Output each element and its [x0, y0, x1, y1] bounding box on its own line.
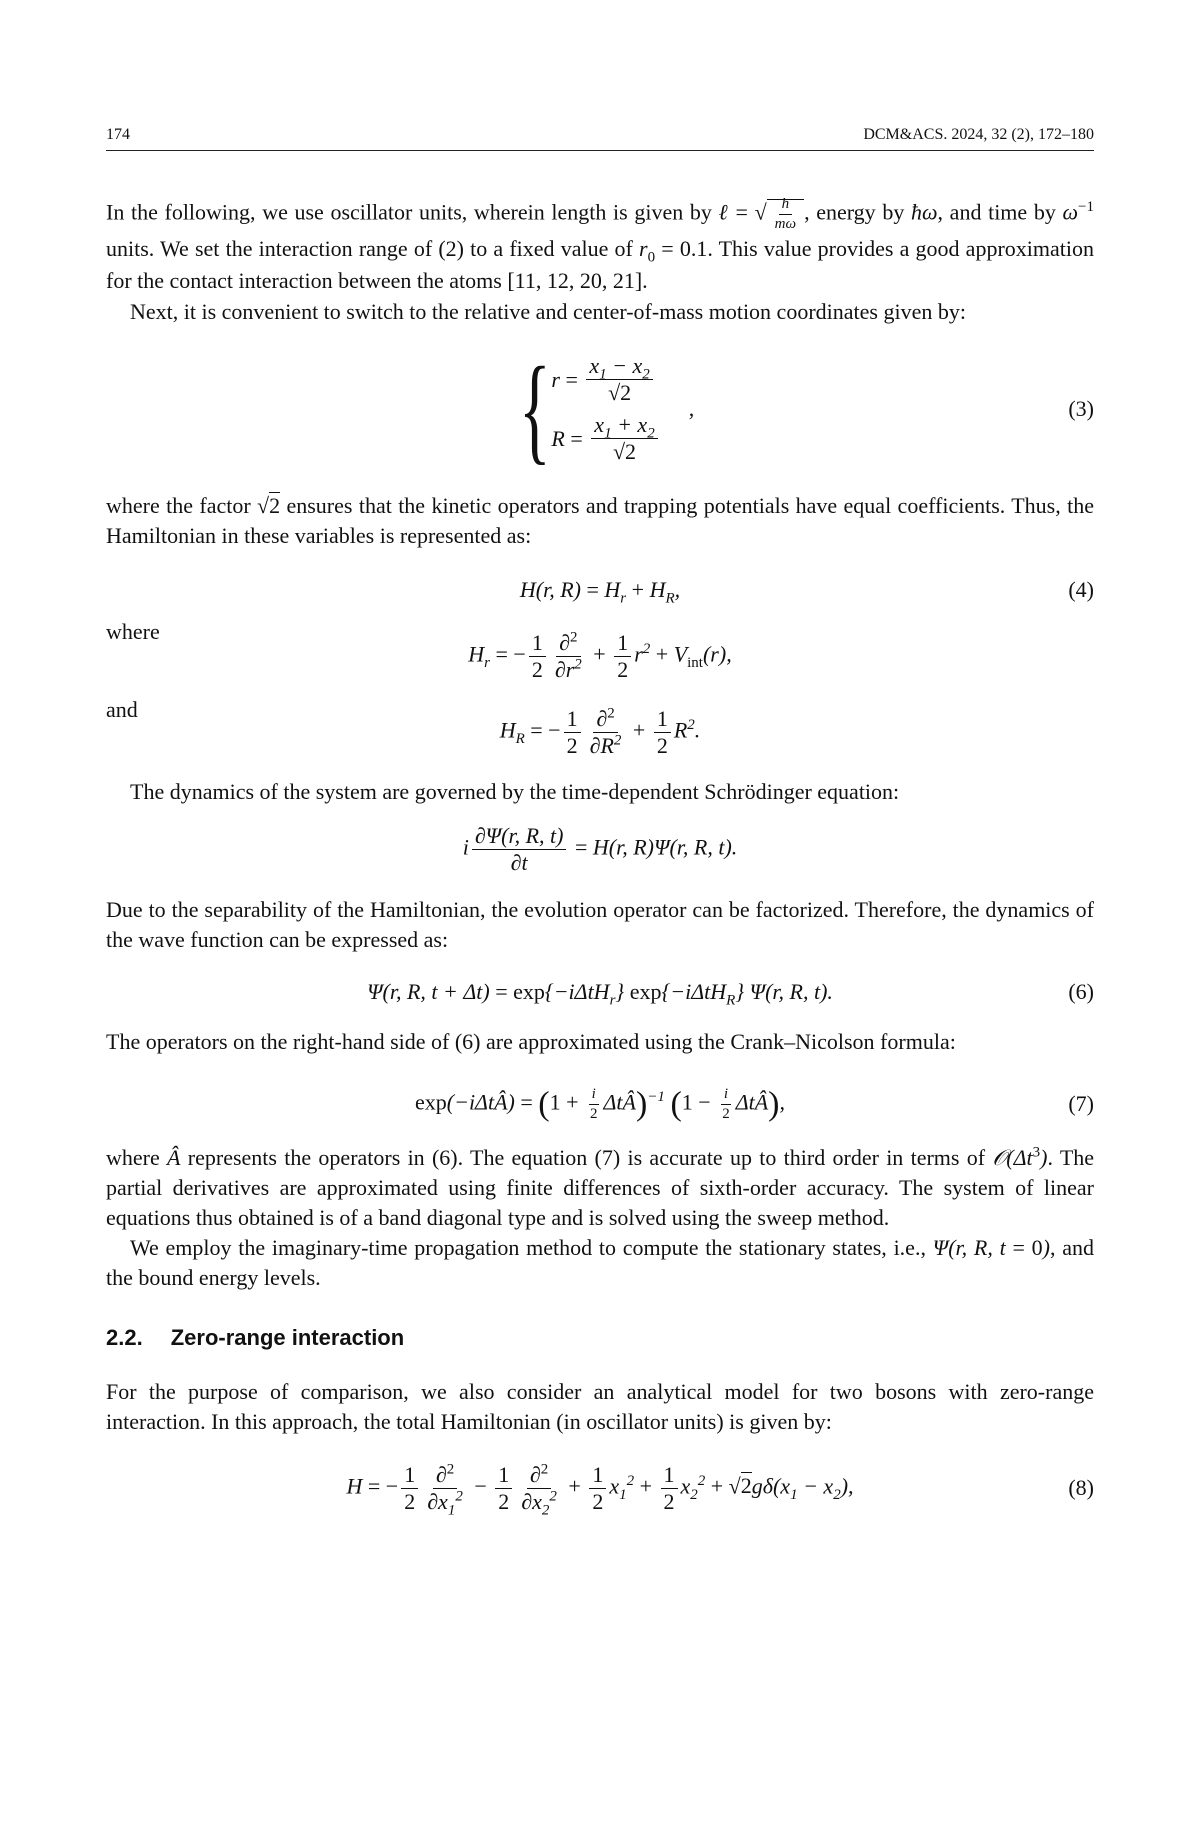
left-brace: { — [518, 342, 551, 475]
running-header — [106, 126, 1094, 151]
and-label: and — [106, 697, 138, 722]
equation-number-7: (7) — [1068, 1091, 1094, 1116]
journal-citation: DCM&ACS. 2024, 32 (2), 172–180 — [863, 126, 1094, 143]
equation-7: exp(−iΔtÂ) = (1 + $\frac{i}{2}$ ΔtÂ)$^{-1}$ (1 − $\frac{i}{2}$ ΔtÂ), (7) — [415, 1085, 1094, 1122]
main-content — [106, 196, 1094, 1521]
paragraph-units: In the following, we use oscillator units, wherein length is given by ℓ = √ $\frac{ħ}{m\omega}$ , energy by ħω, and time by $\omega^{-1}$ units. We set the interaction range of (2) to a fixed value of $r_0 = 0.1$. This value provides a good approximation for the contact interaction between the atoms [11, 12, 20, 21]. — [106, 196, 1095, 293]
paragraph-separability: Due to the separability of the Hamiltonian, the evolution operator can be factorized. Therefore, the dynamics of the wave function can be expressed as: — [106, 897, 1094, 952]
paragraph-accuracy: where Â represents the operators in (6). The equation (7) is accurate up to third order in terms of $𝒪(\Delta t^3)$. The partial derivatives are approximated using finite differences of sixth-order accuracy. The system of linear equations thus obtained is of a band diagonal type and is solved using the sweep method. — [106, 1144, 1095, 1230]
equation-HR-block: and $H_R$ = − $\frac{1}{2}$ $\frac{\partial^2}{\partial R^2}$ + $\frac{1}{2}$ $R^2$. — [106, 697, 701, 758]
where-label: where — [106, 619, 160, 644]
sqrt-hbar-over-m-omega: √ $\frac{ħ}{m\omega}$ — [755, 196, 805, 233]
equation-number-4: (4) — [1068, 577, 1094, 602]
equation-6: Ψ(r, R, t + Δt) = exp{−iΔtH$_r$} exp{−iΔtH$_R$} Ψ(r, R, t). (6) — [367, 979, 1094, 1009]
equation-number-6: (6) — [1068, 979, 1094, 1004]
equation-5: i $\frac{\partial\Psi(r, R, t)}{\partial t}$ = H(r, R)Ψ(r, R, t). — [462, 822, 738, 875]
section-heading — [106, 1325, 1094, 1351]
paragraph-crank-nicolson: The operators on the right-hand side of (6) are approximated using the Crank–Nicolson formula: — [106, 1029, 956, 1054]
equation-4: H(r, $R) = H_r + H_R$, (4) — [519, 577, 1094, 607]
paragraph-dynamics: The dynamics of the system are governed by the time-dependent Schrödinger equation: — [130, 779, 900, 804]
equation-8: H = − $\frac{1}{2}$ $\frac{\partial^2}{\partial x_1^2}$ − $\frac{1}{2}$ $\frac{\partial^2}{\partial x_2^2}$ + $\frac{1}{2}$ $x_1^2$ + $\frac{1}{2}$ $x_2^2 + √2g\delta(x_1 - x_2)$, (8) — [346, 1461, 1094, 1518]
equation-Hr-block: where $H_r$ = − $\frac{1}{2}$ $\frac{\partial^2}{\partial r^2}$ + $\frac{1}{2}$ $r^2 + V_{int}(r)$, — [106, 619, 732, 682]
equation-number-8: (8) — [1068, 1475, 1094, 1500]
section-title: Zero-range interaction — [170, 1325, 405, 1350]
paragraph-zero-range: For the purpose of comparison, we also consider an analytical model for two bosons with zero-range interaction. In this approach, the total Hamiltonian (in oscillator units) is given by: — [106, 1379, 1094, 1434]
equation-3: { r = $\frac{x_1 - x_2}{√2}$ R = $\frac{x_1 + x_2}{√2}$ , (3) — [518, 342, 1094, 475]
paragraph-coordinates: Next, it is convenient to switch to the relative and center-of-mass motion coordinates given by: — [130, 299, 966, 324]
page-number: 174 — [106, 126, 130, 143]
paragraph-imaginary-time: We employ the imaginary-time propagation method to compute the stationary states, i.e., Ψ(r, R, t = 0), and the bound energy levels. — [106, 1235, 1095, 1290]
paragraph-factor: where the factor √2 ensures that the kinetic operators and trapping potentials have equal coefficients. Thus, the Hamiltonian in these variables is represented as: — [106, 493, 1094, 548]
section-number: 2.2. — [106, 1325, 143, 1350]
equation-number-3: (3) — [1068, 396, 1094, 421]
